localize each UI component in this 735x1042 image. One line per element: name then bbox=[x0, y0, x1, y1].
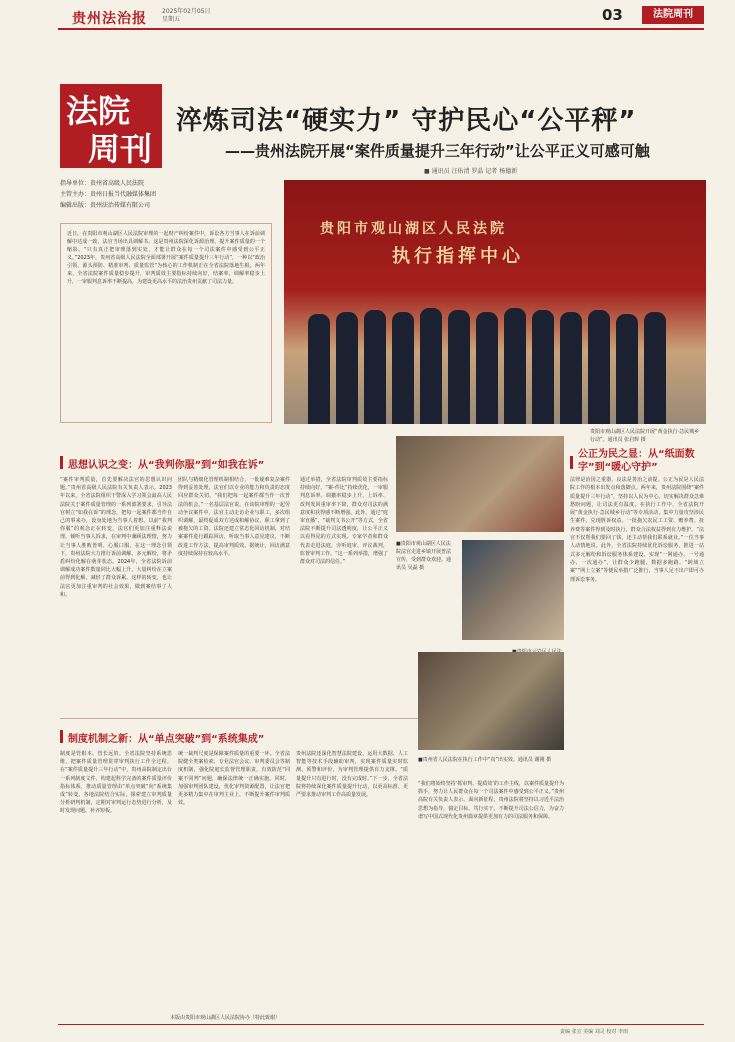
issue-info bbox=[162, 8, 211, 24]
credit-guide: 指导单位：贵州省高级人民法院 bbox=[60, 180, 145, 187]
section-marker bbox=[570, 456, 573, 469]
section-heading-1: 思想认识之变：从“我判你服”到“如我在诉” bbox=[68, 460, 265, 471]
photo-figure bbox=[476, 312, 498, 424]
page-number: 03 bbox=[602, 6, 623, 24]
body-column: 贵州法院还深化智慧法院建设，运用大数据、人工智能等技术手段辅助审判，实现案件质量实时监测、预警和评价，为审判管理提供有力支撑。“质量提升只有进行时，没有完成时。”下一步，全省法院将持续深化案件质量提升行动，以更高标准、更严要求推动审判工作高质量发展。 bbox=[296, 751, 408, 799]
photo-caption-a: ■贵阳市观山湖区人民法院法官走进乡镇开展普法宣传，受到群众欢迎。通讯员 吴磊 摄 bbox=[396, 541, 452, 571]
body-column: 团队与精细化管理机制相结合，一批疑难复杂案件得到妥善处理，法官们以专业的能力和负责的态度回应群众关切。“我们把每一起案件都当作一次普法的机会。”一名基层法官说。在该院审理的一起劳动争议案件中，法官主动走访企业与职工，多次组织调解，最终促成双方达成和解协议，职工拿到了被拖欠的工资。法院还建立常态化回访机制，对结案案件进行跟踪回访，听取当事人意见建议，不断改进工作方法，提高审判质效。据统计，回访满意度持续保持在较高水平。 bbox=[178, 477, 290, 557]
issue-date: 2025年02月05日 bbox=[162, 8, 211, 15]
article-subtitle: ——贵州法院开展“案件质量提升三年行动”让公平正义可感可触 bbox=[225, 142, 650, 160]
byline: ■ 通讯员 汪佑清 罗晶 记者 杨德新 bbox=[424, 168, 518, 175]
body-column: “案件审判质量，首先要解决法官的思想认识问题。”贵州省高级人民法院有关负责人表示。2023年以来，全省法院组织干警深入学习领会最高人民法院关于案件质量管理的一系列部署要求，引导法官树立“如我在诉”的理念，把每一起案件都当作自己的事来办，设身处地为当事人着想。以前“我判你服”的观念正在转变，法官们更加注重释法说理，倾听当事人诉求，在审判中兼顾法理情，努力让当事人胜败皆明、心服口服。在这一理念引领下，贵州法院大力推行诉前调解、多元解纷，将矛盾纠纷化解在萌芽状态。2024年，全省法院诉前调解成功案件数量同比大幅上升，大量纠纷在立案前得到化解，减轻了群众诉累。这样的转变，也让法官更加注重审判的社会效果，做到案结事了人和。 bbox=[60, 477, 172, 598]
body-column: 通过举措，全省法院审判质效主要指标持续向好，“案-件比”持续优化，一审服判息诉率、调撤率稳步上升，上诉率、改判发回重审率下降，群众对司法的满意度和获得感不断增强。此外，通过“庭审直播”、“裁判文书公开”等方式，全省法院不断提升司法透明度，让公平正义以看得见的方式实现。专家学者和群众代表走进法庭，旁听庭审、评议裁判，监督审判工作。“这一系列举措，增强了群众对司法的信任。” bbox=[300, 477, 388, 566]
main-photo bbox=[284, 180, 706, 424]
logo-line2: 周刊 bbox=[88, 130, 153, 168]
masthead: 贵州法治报 bbox=[72, 11, 147, 27]
photo-court bbox=[462, 540, 564, 640]
photo-banner-line1: 贵阳市观山湖区人民法院 bbox=[320, 221, 507, 237]
body-column: 制度是管根本、管长远的。全省法院坚持系统思维，把案件质量管理贯穿审判执行工作全过程。在“案件质量提升三年行动”中，贵州高院制定出台一系列制度文件，构建起科学完备的案件质量评价指标体系，推动质量管理由“单点突破”向“系统集成”转变。各地法院结合实际，探索建立审判质量分析研判机制，定期对审判运行态势进行分析，及时发现问题、补齐短板。 bbox=[60, 751, 172, 815]
body-column: 法律是治国之重器，良法是善治之前提。公正为民是人民法院工作的根本出发点和落脚点。两年来，贵州法院围绕“案件质量提升三年行动”，坚持以人民为中心，切实解决群众急难愁盼问题，让司法更有温度。在执行工作中，全省法院开展“黄金执行·急民城乡行动”等专项活动，集中力量攻坚涉民生案件，兑现胜诉权益。一批拖欠农民工工资、赡养费、抚养费等案件得到及时执行，群众合法权益得到有力维护。“法官不仅帮我们要回了钱，还主动帮我们联系就业。”一位当事人动情地说。此外，全省法院持续优化诉讼服务，推进一站式多元解纷和诉讼服务体系建设，实现“一网通办、一号通办、一次通办”，让群众少跑腿、数据多跑路。“跨域立案”“网上立案”等便民举措广泛推行，当事人足不出户即可办理诉讼事务。 bbox=[570, 477, 704, 583]
section-heading-3: 制度机制之新：从“单点突破”到“系统集成” bbox=[68, 734, 265, 745]
issue-day: 星期五 bbox=[162, 16, 181, 23]
photo-figure bbox=[532, 310, 554, 424]
photo-figure bbox=[308, 314, 330, 424]
photo-propaganda bbox=[396, 436, 564, 532]
footer-editor: 责编 张宣 美编 刘灵 校对 李雨 bbox=[560, 1029, 628, 1035]
photo-banner-line2: 执行指挥中心 bbox=[392, 246, 524, 267]
photo-figure bbox=[644, 312, 666, 424]
main-photo-caption: 贵阳市观山湖区人民法院开展“黄金执行·急民城乡行动”。通讯员 张启辉 摄 bbox=[590, 429, 700, 443]
photo-figure bbox=[504, 308, 526, 424]
photo-figure bbox=[364, 310, 386, 424]
section-marker bbox=[60, 456, 63, 469]
logo-line1: 法院 bbox=[66, 92, 131, 130]
photo-figure bbox=[616, 314, 638, 424]
body-column: “我们将始终坚持‘抓审判、提质效’的工作主线，以案件质量提升为抓手，努力让人民群众在每一个司法案件中感受到公平正义。”贵州高院有关负责人表示。面向新征程，贵州法院将坚持以习近平法治思想为指导，锚定目标、笃行实干，不断提升司法公信力，为奋力谱写中国式现代化贵州篇章提供更加有力的司法服务和保障。 bbox=[418, 781, 564, 820]
photo-figure bbox=[560, 312, 582, 424]
section-heading-2: 公正为民之显：从“纸面数字”到“暖心守护” bbox=[578, 449, 695, 473]
intro-box: 近日，在贵阳市观山湖区人民法院审理的一起财产纠纷案件中，诉讼各方当事人在诉前调解中达成一致，法官当场出具调解书。这是贵州法院深化诉源治理、提升案件质量的一个缩影。“只有真正把审理落到实处，才能让群众在每一个司法案件中感受到公平正义。”2023年，贵州省高级人民法院全面部署开展“案件质量提升三年行动”，一种以“政治引领、源头预防、精准审判、质量监管”为核心的工作机制正在全省法院落地生根。两年来，全省法院案件质量稳步提升，审判质效主要指标持续向好，结案率、调解率稳步上升，一审服判息诉率不断提高，为建设更高水平的法治贵州贡献了司法力量。 bbox=[60, 223, 272, 423]
credit-sponsor: 主管主办：贵州日报当代融媒体集团 bbox=[60, 191, 157, 198]
photo-figure bbox=[336, 312, 358, 424]
section-tag: 法院周刊 bbox=[642, 6, 704, 24]
credit-publisher: 编辑出版：贵州法治传媒有限公司 bbox=[60, 202, 151, 209]
photo-figure bbox=[420, 308, 442, 424]
body-column: 统一裁判尺度是保障案件质量的重要一环。全省法院健全类案检索、专业法官会议、审判委员会等制度机制，强化院庭长监督管理职责，有效防范“同案不同判”问题，确保法律统一正确实施。同时，加强审判团队建设，优化审判资源配置，让法官把更多精力集中在审判主业上，不断提升案件审判质效。 bbox=[178, 751, 290, 807]
photo-figure bbox=[588, 310, 610, 424]
photo-caption-c: ■贵州省人民法院在执行工作中“真”出实效。通讯员 谢刚 摄 bbox=[418, 757, 552, 763]
credits-block bbox=[60, 178, 156, 211]
photo-execution bbox=[418, 652, 564, 750]
article-title: 淬炼司法“硬实力” 守护民心“公平秤” bbox=[176, 106, 637, 136]
photo-figure bbox=[392, 312, 414, 424]
footer-rule bbox=[58, 1024, 704, 1025]
section-marker bbox=[60, 730, 63, 743]
photo-figure bbox=[448, 310, 470, 424]
footer-note: 本版由贵阳市观山湖区人民法院协办（特此致谢） bbox=[170, 1015, 281, 1021]
header-rule bbox=[58, 28, 704, 30]
